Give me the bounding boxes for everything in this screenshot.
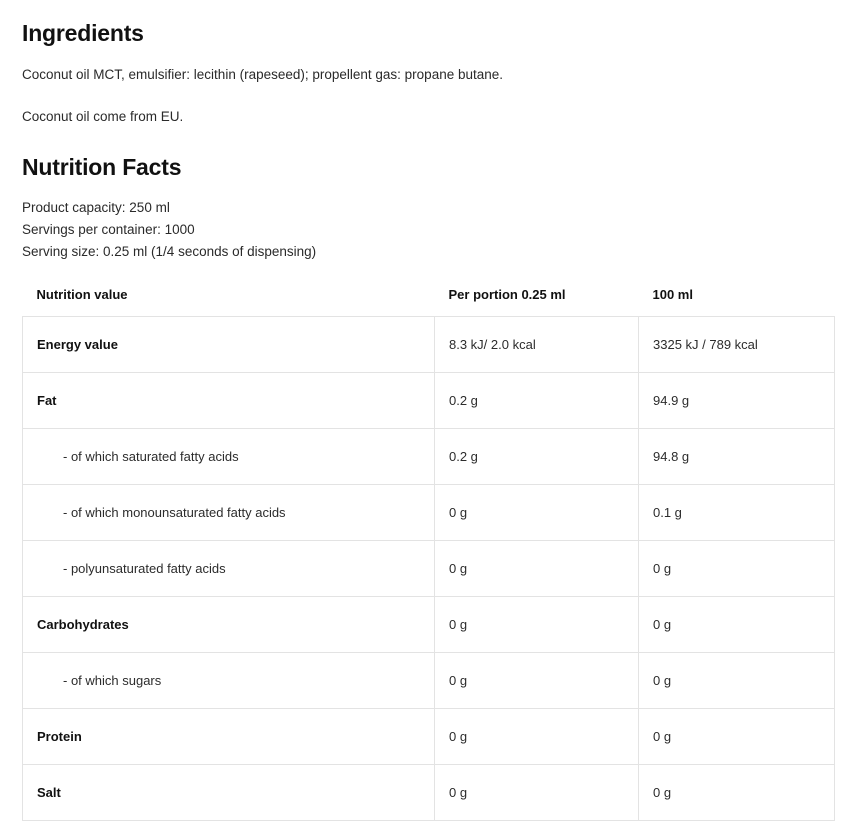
row-portion-value: 0.2 g xyxy=(435,372,639,428)
table-row xyxy=(23,484,835,540)
row-100ml-value: 0 g xyxy=(639,652,835,708)
table-header-row xyxy=(23,281,835,317)
nutrition-table-head xyxy=(23,281,835,317)
nutrition-table xyxy=(22,281,835,821)
row-label: Salt xyxy=(23,764,435,820)
row-portion-value: 0 g xyxy=(435,764,639,820)
row-portion-value: 0.2 g xyxy=(435,428,639,484)
row-label: Energy value xyxy=(23,316,435,372)
row-100ml-value: 94.8 g xyxy=(639,428,835,484)
column-header-per-100ml: 100 ml xyxy=(652,286,693,302)
row-label: - of which monounsaturated fatty acids xyxy=(23,484,435,540)
product-capacity-line: Product capacity: 250 ml xyxy=(22,199,170,215)
row-portion-value: 0 g xyxy=(435,484,639,540)
row-100ml-value: 0.1 g xyxy=(639,484,835,540)
row-label: Fat xyxy=(23,372,435,428)
nutrition-table-body xyxy=(23,316,835,820)
table-row xyxy=(23,372,835,428)
ingredients-heading: Ingredients xyxy=(22,20,144,46)
nutrition-facts-summary xyxy=(22,197,835,263)
row-label: - polyunsaturated fatty acids xyxy=(23,540,435,596)
table-row xyxy=(23,652,835,708)
serving-size-line: Serving size: 0.25 ml (1/4 seconds of dispensing) xyxy=(22,243,317,259)
table-row xyxy=(23,596,835,652)
nutrition-facts-heading: Nutrition Facts xyxy=(22,153,182,180)
row-portion-value: 8.3 kJ/ 2.0 kcal xyxy=(435,316,639,372)
row-label: Carbohydrates xyxy=(23,596,435,652)
column-header-nutrition-value: Nutrition value xyxy=(36,286,128,302)
row-100ml-value: 0 g xyxy=(639,764,835,820)
row-label: - of which saturated fatty acids xyxy=(23,428,435,484)
servings-per-container-line: Servings per container: 1000 xyxy=(22,221,195,237)
row-100ml-value: 0 g xyxy=(639,596,835,652)
row-portion-value: 0 g xyxy=(435,540,639,596)
ingredients-paragraph-2: Coconut oil come from EU. xyxy=(22,109,184,125)
table-row xyxy=(23,316,835,372)
table-row xyxy=(23,764,835,820)
row-portion-value: 0 g xyxy=(435,596,639,652)
row-label: - of which sugars xyxy=(23,652,435,708)
table-row xyxy=(23,540,835,596)
table-row xyxy=(23,708,835,764)
ingredients-paragraph-1: Coconut oil MCT, emulsifier: lecithin (rapeseed); propellent gas: propane butane. xyxy=(22,67,504,82)
row-100ml-value: 0 g xyxy=(639,540,835,596)
row-portion-value: 0 g xyxy=(435,652,639,708)
column-header-per-portion: Per portion 0.25 ml xyxy=(448,286,566,302)
table-row xyxy=(23,428,835,484)
row-100ml-value: 3325 kJ / 789 kcal xyxy=(639,316,835,372)
row-label: Protein xyxy=(23,708,435,764)
row-100ml-value: 94.9 g xyxy=(639,372,835,428)
row-100ml-value: 0 g xyxy=(639,708,835,764)
row-portion-value: 0 g xyxy=(435,708,639,764)
